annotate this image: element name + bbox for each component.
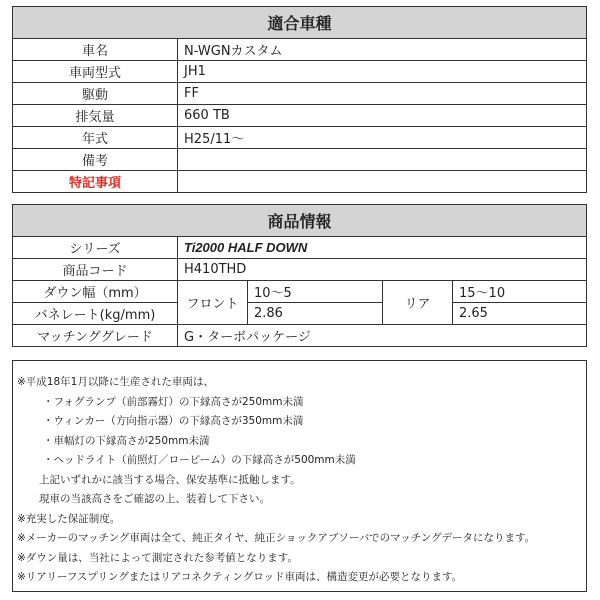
row-value: H25/11〜 (178, 127, 587, 149)
table-row (13, 237, 587, 259)
table-row (13, 281, 587, 303)
table-row (13, 83, 587, 105)
compat-title: 適合車種 (13, 7, 587, 39)
table-row (13, 127, 587, 149)
row-value: JH1 (178, 61, 587, 83)
row-value: FF (178, 83, 587, 105)
notes-box (12, 360, 587, 592)
row-value (178, 171, 587, 193)
row-label: 年式 (13, 127, 178, 149)
series-label: シリーズ (13, 237, 178, 259)
table-row (13, 303, 587, 325)
note-line: ※メーカーのマッチング車両は全て、純正タイヤ、純正ショックアブソーバでのマッチングデータになります。 (17, 532, 536, 544)
series-value: Ti2000 HALF DOWN (178, 237, 587, 259)
row-label: 排気量 (13, 105, 178, 127)
front-rate-value: 2.86 (248, 303, 383, 325)
rear-down-value: 15〜10 (453, 281, 587, 303)
row-label: 車名 (13, 39, 178, 61)
table-row (13, 171, 587, 193)
down-label: ダウン幅（mm） (13, 281, 178, 303)
rear-label: リア (383, 281, 453, 325)
front-label: フロント (178, 281, 248, 325)
table-row (13, 105, 587, 127)
table-row (13, 149, 587, 171)
row-value: N-WGNカスタム (178, 39, 587, 61)
rate-label: バネレート(kg/mm) (13, 303, 178, 325)
note-line: 上記いずれかに該当する場合、保安基準に抵触します。 (39, 473, 301, 486)
grade-label: マッチンググレード (13, 325, 178, 347)
rear-rate-value: 2.65 (453, 303, 587, 325)
code-value: H410THD (178, 259, 587, 281)
note-line: ・フォグランプ（前部霧灯）の下縁高さが250mm未満 (43, 395, 304, 408)
row-value: 660 TB (178, 105, 587, 127)
row-label: 備考 (13, 149, 178, 171)
product-title: 商品情報 (13, 205, 587, 237)
front-down-value: 10〜5 (248, 281, 383, 303)
code-label: 商品コード (13, 259, 178, 281)
compat-table (12, 6, 587, 193)
table-row (13, 325, 587, 347)
note-line: ※充実した保証制度。 (17, 512, 121, 525)
row-label: 車両型式 (13, 61, 178, 83)
row-value (178, 149, 587, 171)
table-row (13, 61, 587, 83)
compat-section (12, 6, 587, 193)
row-label: 駆動 (13, 83, 178, 105)
note-line: ※ダウン量は、当社によって測定された参考値となります。 (17, 551, 298, 564)
grade-value: G・ターボパッケージ (178, 325, 587, 347)
note-line: ※リアリーフスプリングまたはリアコネクティングロッド車両は、構造変更が必要となります。 (17, 571, 463, 583)
note-line: ※平成18年1月以降に生産された車両は、 (17, 376, 214, 388)
table-row (13, 259, 587, 281)
table-row (13, 39, 587, 61)
product-section (12, 204, 587, 347)
special-notes-label: 特記事項 (13, 171, 178, 193)
product-table (12, 204, 587, 347)
note-line: 現車の当該高さをご確認の上、装着して下さい。 (39, 493, 270, 505)
note-line: ・車幅灯の下縁高さが250mm未満 (43, 434, 210, 447)
note-line: ・ウィンカー（方向指示器）の下縁高さが350mm未満 (43, 415, 304, 427)
note-line: ・ヘッドライト（前照灯／ロービーム）の下縁高さが500mm未満 (43, 454, 356, 466)
